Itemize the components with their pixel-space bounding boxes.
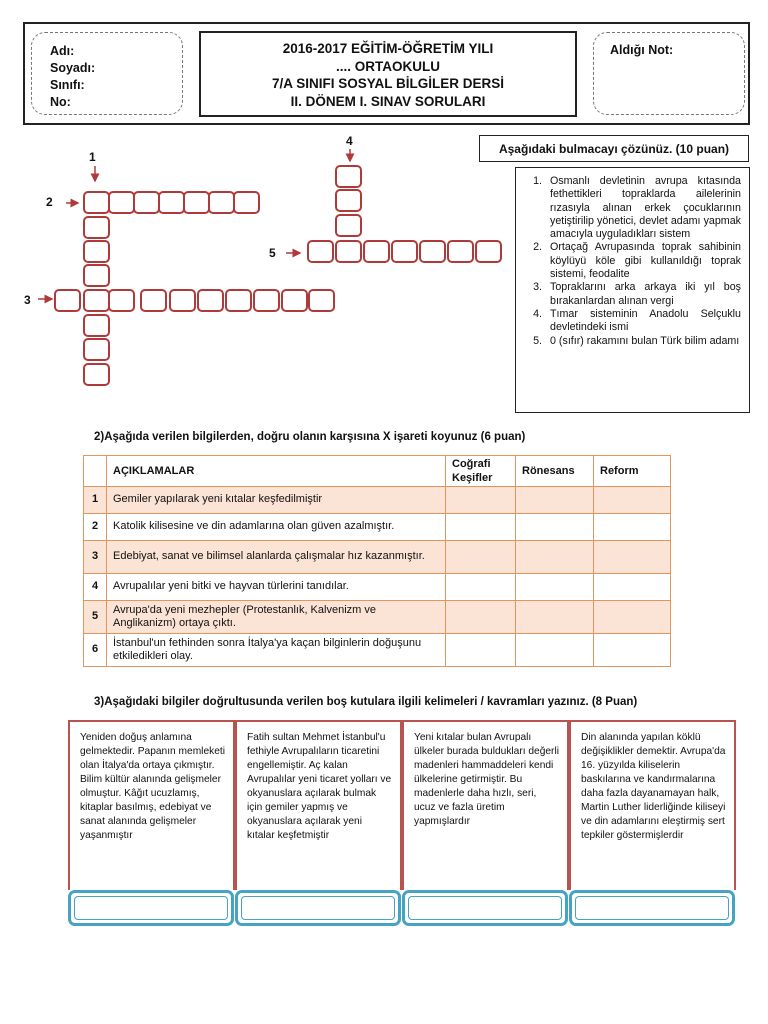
crossword-cell[interactable] (169, 289, 196, 312)
header-reform: Reform (594, 456, 671, 487)
crossword-cell[interactable] (158, 191, 185, 214)
crossword-cell[interactable] (335, 214, 362, 237)
crossword-cell[interactable] (140, 289, 167, 312)
crossword-cell[interactable] (54, 289, 81, 312)
answer-cell[interactable] (594, 574, 671, 601)
table-row: 1 Gemiler yapılarak yeni kıtalar keşfedilmiştir (84, 487, 671, 514)
answer-cell[interactable] (516, 541, 594, 574)
answer-cell[interactable] (594, 601, 671, 634)
school-name: .... ORTAOKULU (336, 58, 440, 74)
crossword-cell[interactable] (83, 338, 110, 361)
info-card-discoveries: Fatih sultan Mehmet İstanbul'u fethiyle Avrupalıların ticaretini engellemiştir. Aç kalan Avrupalılar yeni ticaret yolları ve okyanuslara açılarak bulmak için gemiler yapmış ve okyanuslara açılarak yeni kıtalar keşfetmiştir (235, 720, 402, 890)
info-card-renaissance: Yeniden doğuş anlamına gelmektedir. Papanın memleketi olan İtalya'da ortaya çıkmıştır. Bilim kültür alanında gelişmeler olmuştur. Kâğıt ucuzlamış, kitaplar basılmış, edebiyat ve sanat alanında gelişmeler yaşanmıştır (68, 720, 235, 890)
header-renaissance: Rönesans (516, 456, 594, 487)
crossword-cell[interactable] (419, 240, 446, 263)
crossword-cell[interactable] (108, 191, 135, 214)
question-3: 3)Aşağıdaki bilgiler doğrultusunda verilen boş kutulara ilgili kelimeleri / kavramları yazınız. (8 Puan) (94, 696, 638, 708)
exam-name: II. DÖNEM I. SINAV SORULARI (290, 93, 486, 109)
course-name: 7/A SINIFI SOSYAL BİLGİLER DERSİ (271, 76, 505, 91)
crossword-cell[interactable] (83, 264, 110, 287)
crossword-cell[interactable] (475, 240, 502, 263)
header-number-col (84, 456, 107, 487)
header-geographic-discoveries: Coğrafi Keşifler (446, 456, 516, 487)
name-label: Adı: (50, 44, 75, 58)
table-row: 6 İstanbul'un fethinden sonra İtalya'ya kaçan bilginlerin doğuşunu etkiledikleri olay. (84, 634, 671, 667)
crossword-cell[interactable] (133, 191, 160, 214)
answer-box-3[interactable] (402, 890, 568, 926)
answer-cell[interactable] (446, 601, 516, 634)
class-label: Sınıfı: (50, 78, 85, 92)
clue-number-3: 3 (24, 293, 31, 307)
crossword-cell[interactable] (83, 363, 110, 386)
info-card-reform: Din alanında yapılan köklü değişiklikler demektir. Avrupa'da 16. yüzyılda kiliselerin baskılarına ve kandırmalarına daha fazla dayanamayan halk, Martin Luther liderliğinde kiliseyi ve din adamlarını eleştirmiş sert tepkiler göstermişlerdir (569, 720, 736, 890)
crossword-cell[interactable] (391, 240, 418, 263)
crossword-cell[interactable] (208, 191, 235, 214)
crossword-cell[interactable] (83, 191, 110, 214)
answer-box-2[interactable] (235, 890, 401, 926)
answer-cell[interactable] (516, 634, 594, 667)
crossword-cell[interactable] (108, 289, 135, 312)
crossword-cell[interactable] (308, 289, 335, 312)
crossword-cell[interactable] (83, 289, 110, 312)
crossword-arrows (0, 0, 400, 320)
crossword-cell[interactable] (335, 189, 362, 212)
table-row: 2 Katolik kilisesine ve din adamlarına olan güven azalmıştır. (84, 514, 671, 541)
crossword-cell[interactable] (197, 289, 224, 312)
answer-cell[interactable] (446, 514, 516, 541)
answer-cell[interactable] (446, 574, 516, 601)
clue-item: 4. Tımar sisteminin Anadolu Selçuklu devletindeki ismi (533, 307, 741, 334)
clue-item: 2. Ortaçağ Avrupasında toprak sahibinin köylüyü köle gibi kullanıldığı toprak sistemi, feodalite (533, 241, 741, 281)
crossword-cell[interactable] (335, 240, 362, 263)
clue-number-2: 2 (46, 195, 53, 209)
table-row: 5 Avrupa'da yeni mezhepler (Protestanlık, Kalvenizm ve Anglikanizm) ortaya çıktı. (84, 601, 671, 634)
table-row: 3 Edebiyat, sanat ve bilimsel alanlarda çalışmalar hız kazanmıştır. (84, 541, 671, 574)
clue-item: 1. Osmanlı devletinin avrupa kıtasında fethettikleri topraklarda ailelerinin rızasıyla alınan erkek çocuklarının yetiştirilip yönetici, devlet adamı yapmak amacıyla uyguladıkları sistem (533, 175, 741, 241)
crossword-cell[interactable] (83, 314, 110, 337)
answer-cell[interactable] (594, 514, 671, 541)
question-2: 2)Aşağıda verilen bilgilerden, doğru olanın karşısına X işareti koyunuz (6 puan) (94, 431, 526, 443)
answer-box-4[interactable] (569, 890, 735, 926)
surname-label: Soyadı: (50, 61, 96, 75)
answer-box-1[interactable] (68, 890, 234, 926)
header-explanations: AÇIKLAMALAR (107, 456, 446, 487)
crossword-cell[interactable] (83, 240, 110, 263)
crossword-cell[interactable] (335, 165, 362, 188)
answer-cell[interactable] (516, 514, 594, 541)
statements-table (83, 455, 671, 667)
crossword-cell[interactable] (447, 240, 474, 263)
crossword-instruction: Aşağıdaki bulmacayı çözünüz. (10 puan) (479, 135, 749, 162)
crossword-clues (515, 167, 750, 413)
crossword-cell[interactable] (253, 289, 280, 312)
grade-box (593, 32, 745, 115)
clue-number-5: 5 (269, 246, 276, 260)
table-row: 4 Avrupalılar yeni bitki ve hayvan türlerini tanıdılar. (84, 574, 671, 601)
answer-cell[interactable] (594, 541, 671, 574)
answer-cell[interactable] (446, 634, 516, 667)
clue-item: 3. Topraklarını arka arkaya iki yıl boş bırakanlardan alınan vergi (533, 281, 741, 307)
answer-cell[interactable] (516, 574, 594, 601)
crossword-cell[interactable] (363, 240, 390, 263)
number-label: No: (50, 95, 71, 109)
crossword-cell[interactable] (225, 289, 252, 312)
info-card-industry: Yeni kıtalar bulan Avrupalı ülkeler burada buldukları değerli madenleri hammaddeleri kendi ülkelerine getirmiştir. Bu madenlerle daha hızlı, seri, ucuz ve fazla üretim yapmışlardır (402, 720, 569, 890)
clue-number-4: 4 (346, 134, 353, 148)
crossword-cell[interactable] (281, 289, 308, 312)
crossword-cell[interactable] (83, 216, 110, 239)
crossword-cell[interactable] (233, 191, 260, 214)
answer-cell[interactable] (516, 601, 594, 634)
crossword-cell[interactable] (307, 240, 334, 263)
clue-item: 5. 0 (sıfır) rakamını bulan Türk bilim adamı (533, 334, 740, 347)
answer-cell[interactable] (516, 487, 594, 514)
answer-cell[interactable] (594, 487, 671, 514)
answer-cell[interactable] (594, 634, 671, 667)
grade-label: Aldığı Not: (610, 43, 674, 57)
answer-cell[interactable] (446, 487, 516, 514)
school-year: 2016-2017 EĞİTİM-ÖĞRETİM YILI (282, 41, 494, 56)
clue-number-1: 1 (89, 150, 96, 164)
crossword-cell[interactable] (183, 191, 210, 214)
answer-cell[interactable] (446, 541, 516, 574)
